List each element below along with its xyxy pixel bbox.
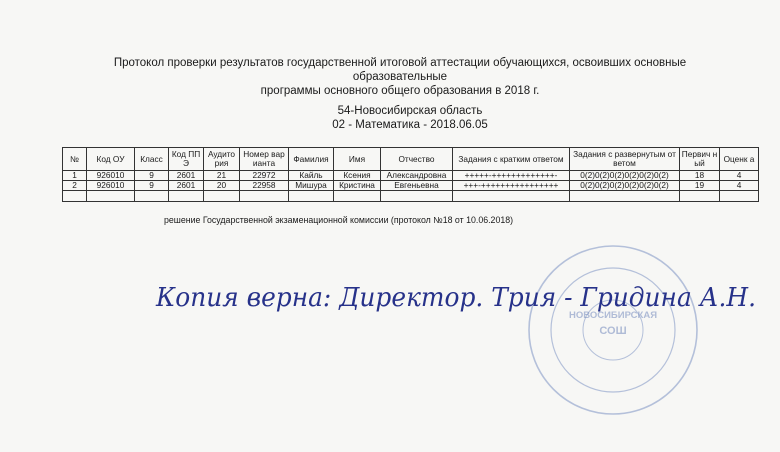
table-cell: 926010 [87, 171, 135, 181]
title-line-1: Протокол проверки результатов государственной итоговой аттестации обучающихся, освоивших основные [113, 57, 687, 69]
table-cell: +++++-+++++++++++++- [453, 171, 570, 181]
table-cell: 9 [135, 171, 169, 181]
col-header: Класс [135, 148, 169, 171]
col-header: Задания с развернутым ответом [570, 148, 680, 171]
table-cell: +++-++++++++++++++++ [453, 181, 570, 191]
table-cell-empty [720, 191, 759, 202]
commission-decision: решение Государственной экзаменационной комиссии (протокол №18 от 10.06.2018) [164, 215, 514, 225]
table-cell: 926010 [87, 181, 135, 191]
table-cell-empty [334, 191, 381, 202]
col-header: Номер варианта [240, 148, 289, 171]
table-cell: 22958 [240, 181, 289, 191]
table-row [63, 171, 759, 181]
table-cell: 0(2)0(2)0(2)0(2)0(2)0(2) [570, 181, 680, 191]
table-cell: Кайль [289, 171, 334, 181]
table-cell: 4 [720, 181, 759, 191]
col-header: Код ОУ [87, 148, 135, 171]
protocol-title [60, 56, 740, 98]
stamp-text-line-2: СОШ [599, 325, 627, 337]
handwritten-signature [150, 268, 770, 324]
region-block [260, 104, 560, 132]
table-cell: Ксения [334, 171, 381, 181]
col-header: № [63, 148, 87, 171]
col-header: Отчество [381, 148, 453, 171]
table-cell: 4 [720, 171, 759, 181]
table-cell-empty [381, 191, 453, 202]
table-cell: Кристина [334, 181, 381, 191]
table-cell: 20 [204, 181, 240, 191]
table-cell-empty [453, 191, 570, 202]
table-cell-empty [87, 191, 135, 202]
results-table [62, 147, 759, 202]
table-header-row [63, 148, 759, 171]
table-cell: 0(2)0(2)0(2)0(2)0(2)0(2) [570, 171, 680, 181]
table-cell: 22972 [240, 171, 289, 181]
signature-text: Копия верна: Директор. Трия - Гридина А.Н. [155, 283, 757, 313]
table-cell: Мишура [289, 181, 334, 191]
table-cell-empty [680, 191, 720, 202]
table-cell: Евгеньевна [381, 181, 453, 191]
table-cell: 21 [204, 171, 240, 181]
subject-date: 02 - Математика - 2018.06.05 [332, 119, 488, 131]
table-cell: 18 [680, 171, 720, 181]
col-header: Оценк а [720, 148, 759, 171]
stamp-text-line-1: НОВОСИБИРСКАЯ [568, 310, 658, 321]
table-row-empty [63, 191, 759, 202]
title-line-2: образовательные [352, 71, 448, 83]
table-cell-empty [240, 191, 289, 202]
table-cell-empty [204, 191, 240, 202]
table-cell: 2 [63, 181, 87, 191]
table-cell-empty [289, 191, 334, 202]
table-cell: 9 [135, 181, 169, 191]
col-header: Фамилия [289, 148, 334, 171]
table-cell-empty [169, 191, 204, 202]
table-cell-empty [63, 191, 87, 202]
table-cell: 1 [63, 171, 87, 181]
table-cell: 2601 [169, 181, 204, 191]
table-cell-empty [135, 191, 169, 202]
table-cell-empty [570, 191, 680, 202]
col-header: Задания с кратким ответом [453, 148, 570, 171]
col-header: Код ППЭ [169, 148, 204, 171]
table-row [63, 181, 759, 191]
col-header: Первич ный [680, 148, 720, 171]
col-header: Аудито рия [204, 148, 240, 171]
region-name: 54-Новосибирская область [337, 105, 483, 117]
table-cell: Александровна [381, 171, 453, 181]
table-cell: 2601 [169, 171, 204, 181]
col-header: Имя [334, 148, 381, 171]
table-cell: 19 [680, 181, 720, 191]
title-line-3: программы основного общего образования в 2018 г. [260, 85, 540, 97]
